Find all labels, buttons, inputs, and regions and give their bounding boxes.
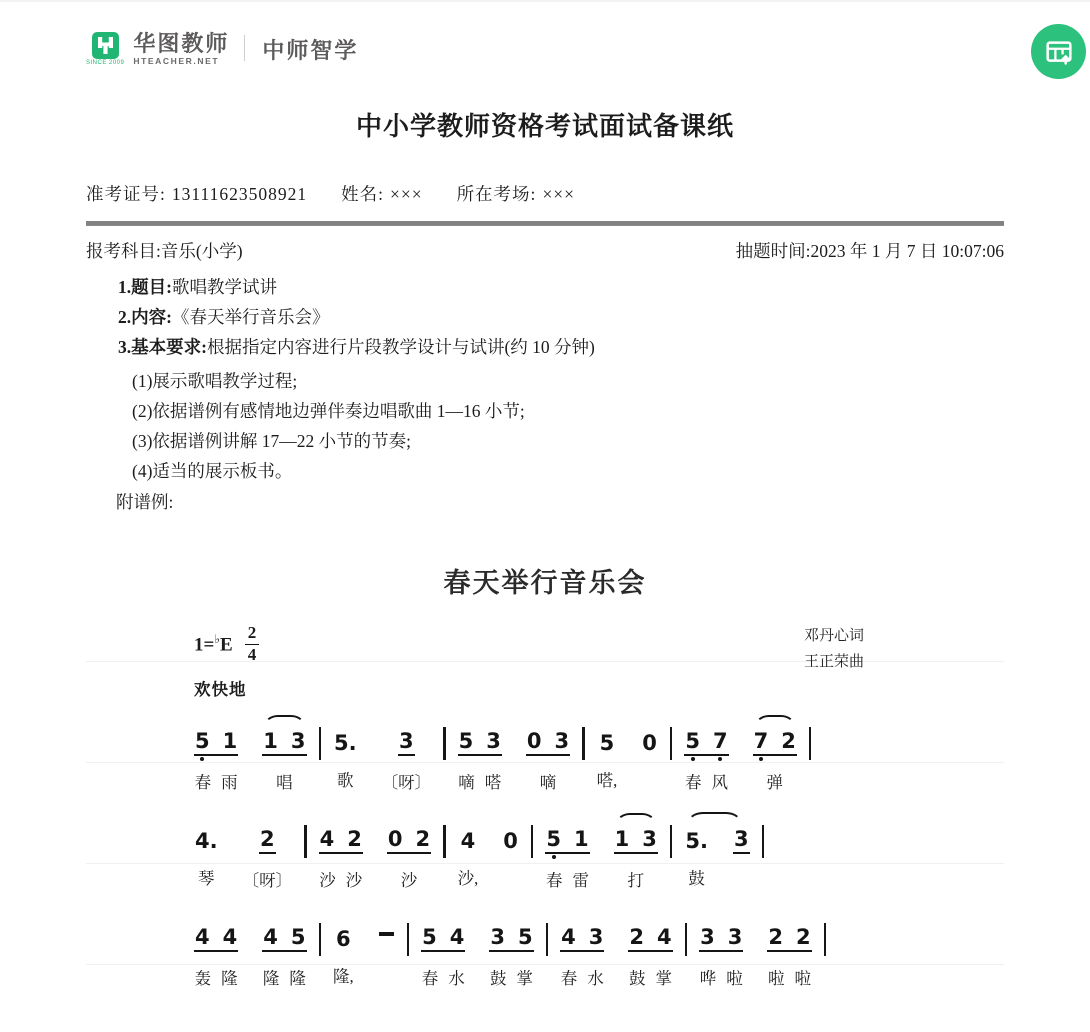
score-barline — [762, 825, 765, 858]
score-lyric: 沙沙 — [319, 871, 373, 891]
item-topic-label: 1.题目: — [118, 277, 172, 297]
score-note: 1 — [573, 827, 589, 852]
note-group — [333, 910, 354, 987]
logo-block — [86, 32, 124, 66]
score-barline — [582, 727, 585, 760]
score-barline — [670, 825, 673, 858]
score-note: 0 — [642, 731, 657, 756]
score-note: 3 — [486, 729, 501, 754]
score-note: 3 — [588, 925, 604, 950]
score-measure — [319, 812, 432, 891]
beamed-notes — [699, 924, 743, 952]
flat-sign: ♭ — [214, 632, 220, 647]
score-lyric: 嘀 — [539, 773, 557, 793]
brand-divider — [244, 35, 245, 61]
score-measure — [421, 910, 543, 989]
score-title: 春天举行音乐会 — [443, 568, 647, 598]
note-group — [262, 714, 306, 793]
score-measure — [699, 910, 821, 989]
score-line — [194, 714, 1004, 793]
score-measure — [597, 714, 658, 791]
candidate-info-row — [86, 181, 1004, 206]
score-note: 1 — [222, 729, 238, 754]
beamed-notes — [194, 924, 238, 952]
score-note: 3 — [490, 925, 505, 950]
score-lyric: 嘀嗒 — [458, 773, 512, 793]
beamed-notes — [733, 826, 750, 854]
key-tempo-block — [194, 624, 259, 700]
score-lyric: 鼓掌 — [490, 969, 543, 989]
score-note: 6 — [336, 927, 351, 952]
notes — [194, 826, 219, 852]
score-note: 4 — [561, 925, 576, 950]
note-group — [684, 812, 709, 889]
score-line — [194, 910, 1004, 989]
score-note: 4 — [222, 925, 238, 950]
score-note: 5 — [685, 729, 700, 754]
draw-time-field — [736, 238, 1004, 263]
requirement-1: (1)展示歌唱教学过程; — [132, 371, 298, 391]
note-group — [319, 812, 373, 891]
score-barline — [304, 825, 307, 858]
beamed-notes — [262, 728, 306, 756]
score-note: 5 — [518, 925, 533, 950]
key-text: 1=♭E — [194, 632, 233, 656]
score-lyric: 春水 — [421, 969, 475, 989]
document-title: 中小学教师资格考试面试备课纸 — [355, 112, 734, 141]
item-content-label: 2.内容: — [118, 307, 172, 327]
beamed-notes — [398, 728, 415, 756]
brand-name: 华图教师 — [133, 31, 230, 56]
score-note: 4 — [319, 827, 335, 852]
credits-block — [804, 624, 864, 675]
score-measure — [194, 910, 316, 989]
score-measure — [684, 812, 749, 889]
score-lyric: 弹 — [766, 773, 783, 793]
name-value: ××× — [389, 184, 423, 204]
name-field — [341, 181, 422, 206]
beamed-notes — [387, 826, 431, 854]
slur-arc — [755, 715, 795, 726]
score-note: 0 — [387, 827, 403, 852]
score-attachment-label: 附谱例: — [116, 492, 174, 512]
brand-name-secondary: 中师智学 — [262, 38, 359, 63]
note-group — [684, 714, 738, 793]
note-group — [333, 714, 358, 793]
score-note: 3 — [399, 729, 414, 754]
time-signature — [245, 624, 260, 664]
brand-domain: HTEACHER.NET — [133, 56, 220, 67]
score-note: 5 — [458, 729, 474, 754]
note-group — [545, 812, 599, 891]
score-measure — [458, 714, 571, 793]
brand-text — [133, 32, 229, 66]
score-lyric: 琴 — [198, 869, 215, 889]
score-barline — [824, 923, 827, 956]
score-lyric: 春风 — [684, 773, 738, 793]
score-lyric: 春雨 — [194, 773, 248, 793]
beamed-notes — [545, 826, 589, 854]
logo-since-text: SINCE 2009 — [86, 60, 125, 66]
notes — [684, 826, 709, 852]
meter-numerator: 2 — [245, 624, 260, 645]
item-content-text: 《春天举行音乐会》 — [171, 307, 330, 327]
lyricist-credit: 邓丹心词 — [803, 628, 864, 644]
score-note: 3 — [290, 729, 306, 754]
score-measure — [684, 714, 797, 793]
note-group — [194, 910, 248, 989]
score-note: 3 — [700, 925, 715, 950]
note-group — [243, 812, 293, 891]
note-group — [560, 910, 614, 989]
requirement-3: (3)依据谱例讲解 17—22 小节的节奏; — [132, 431, 412, 451]
subject-field — [86, 238, 243, 263]
score-barline — [443, 727, 446, 760]
score-note: 5 — [422, 925, 437, 950]
ticket-field — [86, 181, 307, 206]
score-note: 5. — [334, 731, 357, 756]
meter-denominator: 4 — [247, 644, 257, 664]
score-note: 4 — [263, 925, 278, 950]
ticket-label: 准考证号: — [86, 184, 166, 204]
draw-time-value: 2023 年 1 月 7 日 10:07:06 — [810, 241, 1004, 261]
score-lyric: 打 — [627, 871, 644, 891]
score-note: 4 — [460, 829, 476, 854]
item-topic-text: 歌唱教学试讲 — [171, 277, 277, 297]
subject-time-row — [86, 238, 1004, 263]
composer-credit: 王正荣曲 — [803, 653, 864, 670]
notes — [333, 728, 358, 754]
spreadsheet-up-arrow-icon — [1043, 36, 1075, 68]
dash-note — [379, 932, 394, 936]
beamed-notes — [684, 728, 728, 756]
note-group — [526, 714, 570, 793]
room-field — [457, 181, 575, 206]
score-note: 5. — [685, 829, 708, 854]
item-requirements — [86, 332, 1004, 362]
note-group — [194, 812, 219, 891]
score-lyric: 唱 — [276, 773, 293, 793]
requirement-4: (4)适当的展示板书。 — [132, 461, 293, 481]
notes — [460, 826, 477, 852]
score-barline — [443, 825, 446, 858]
score-note: 5 — [599, 731, 615, 756]
score-barline — [319, 923, 322, 956]
score-note: 5 — [546, 827, 561, 852]
score-note: 2 — [347, 827, 362, 852]
score-measure — [545, 812, 658, 891]
notation-lines — [194, 714, 1004, 989]
item-requirements-text: 根据指定内容进行片段教学设计与试讲(约 10 分钟) — [206, 337, 595, 357]
subject-label: 报考科目: — [86, 241, 161, 261]
beamed-notes — [767, 924, 811, 952]
score-lyric: 嗒, — [596, 771, 618, 791]
score-lyric: 鼓 — [688, 869, 705, 889]
score-barline — [531, 825, 534, 858]
requirement-2: (2)依据谱例有感情地边弹伴奏边唱歌曲 1—16 小节; — [132, 401, 525, 421]
score-note: 0 — [526, 729, 542, 754]
note-group — [733, 812, 750, 889]
score-measure — [458, 812, 519, 889]
key-signature — [194, 624, 259, 664]
huatu-logo-icon — [92, 32, 119, 59]
note-group — [387, 812, 431, 891]
beamed-notes — [194, 728, 238, 756]
score-lyric: 隆, — [333, 967, 354, 987]
note-group — [641, 714, 658, 791]
beamed-notes — [262, 924, 306, 952]
score-note: 4 — [449, 925, 465, 950]
score-note: 4 — [657, 925, 672, 950]
question-items — [86, 272, 1004, 362]
score-measure — [560, 910, 682, 989]
note-group — [753, 714, 797, 793]
score-lyric: 〔呀〕 — [242, 871, 293, 891]
brand-logo — [86, 32, 358, 66]
score-note: 4 — [195, 925, 210, 950]
score-barline — [319, 727, 322, 760]
score-note: 7 — [712, 729, 728, 754]
score-barline — [809, 727, 812, 760]
music-score — [86, 561, 1004, 1032]
score-lyric: 啦啦 — [768, 969, 821, 989]
score-measure — [194, 714, 307, 793]
beamed-notes — [614, 826, 658, 854]
score-note: 2 — [629, 925, 644, 950]
score-barline — [407, 923, 410, 956]
notes — [378, 924, 395, 950]
score-header — [194, 624, 1004, 700]
score-lyric: 鼓掌 — [629, 969, 682, 989]
score-line — [194, 812, 1004, 891]
note-group — [378, 910, 395, 987]
note-group — [458, 714, 512, 793]
note-group — [767, 910, 821, 989]
subject-value: 音乐(小学) — [160, 241, 243, 261]
score-note: 2 — [415, 827, 431, 852]
score-note: 5 — [290, 925, 306, 950]
requirement-list — [86, 366, 1004, 486]
beamed-notes — [489, 924, 533, 952]
draw-time-label: 抽题时间: — [735, 241, 811, 261]
section-divider — [86, 221, 1004, 226]
note-group — [489, 910, 543, 989]
beamed-notes — [526, 728, 570, 756]
score-note: 3 — [727, 925, 743, 950]
score-lyric: 沙, — [457, 869, 479, 889]
ticket-number: 13111623508921 — [171, 184, 308, 204]
score-lyric: 春水 — [560, 969, 614, 989]
score-note: 0 — [503, 829, 518, 854]
note-group — [628, 910, 682, 989]
beamed-notes — [319, 826, 363, 854]
score-note: 2 — [260, 827, 275, 852]
score-note: 1 — [614, 827, 630, 852]
score-lyric: 哗啦 — [699, 969, 753, 989]
notes — [502, 826, 519, 852]
beamed-notes — [259, 826, 276, 854]
score-note: 1 — [263, 729, 278, 754]
score-lyric: 〔呀〕 — [381, 773, 432, 793]
slur-arc — [264, 715, 304, 726]
note-group — [458, 812, 479, 889]
name-label: 姓名: — [341, 184, 384, 204]
note-group — [699, 910, 753, 989]
top-bar — [86, 32, 1004, 78]
score-lyric: 春雷 — [545, 871, 599, 891]
beamed-notes — [753, 728, 797, 756]
score-measure — [194, 812, 292, 891]
note-group — [614, 812, 658, 891]
beamed-notes — [458, 728, 502, 756]
score-measure — [333, 714, 431, 793]
beamed-notes — [560, 924, 604, 952]
score-measure — [333, 910, 395, 987]
item-content — [86, 302, 1004, 332]
note-group — [194, 714, 248, 793]
score-note: 7 — [753, 729, 769, 754]
score-note: 2 — [768, 925, 783, 950]
tempo-marking: 欢快地 — [194, 680, 247, 700]
note-group — [421, 910, 475, 989]
score-body — [86, 624, 1004, 989]
item-topic — [86, 272, 1004, 302]
score-lyric: 隆隆 — [262, 969, 316, 989]
score-lyric: 轰隆 — [194, 969, 248, 989]
beamed-notes — [628, 924, 672, 952]
note-group — [382, 714, 432, 793]
notes — [599, 728, 616, 754]
score-note: 3 — [554, 729, 570, 754]
score-note: 2 — [781, 729, 796, 754]
note-group — [597, 714, 618, 791]
note-group — [502, 812, 519, 889]
exam-prep-page — [0, 32, 1090, 1032]
note-group — [262, 910, 316, 989]
score-barline — [670, 727, 673, 760]
score-note: 3 — [642, 827, 657, 852]
beamed-notes — [421, 924, 465, 952]
spreadsheet-export-button[interactable] — [1031, 24, 1086, 79]
score-barline — [685, 923, 688, 956]
room-value: ××× — [542, 184, 576, 204]
score-note: 3 — [733, 827, 749, 852]
score-barline — [546, 923, 549, 956]
room-label: 所在考场: — [456, 184, 537, 204]
notes — [641, 728, 658, 754]
notes — [335, 924, 352, 950]
score-note: 2 — [796, 925, 811, 950]
score-lyric: 歌 — [337, 771, 354, 791]
score-lyric: 沙 — [400, 871, 418, 891]
score-note: 5 — [195, 729, 210, 754]
slur-arc — [616, 813, 656, 824]
item-requirements-label: 3.基本要求: — [118, 337, 207, 357]
score-note: 4. — [195, 829, 218, 854]
